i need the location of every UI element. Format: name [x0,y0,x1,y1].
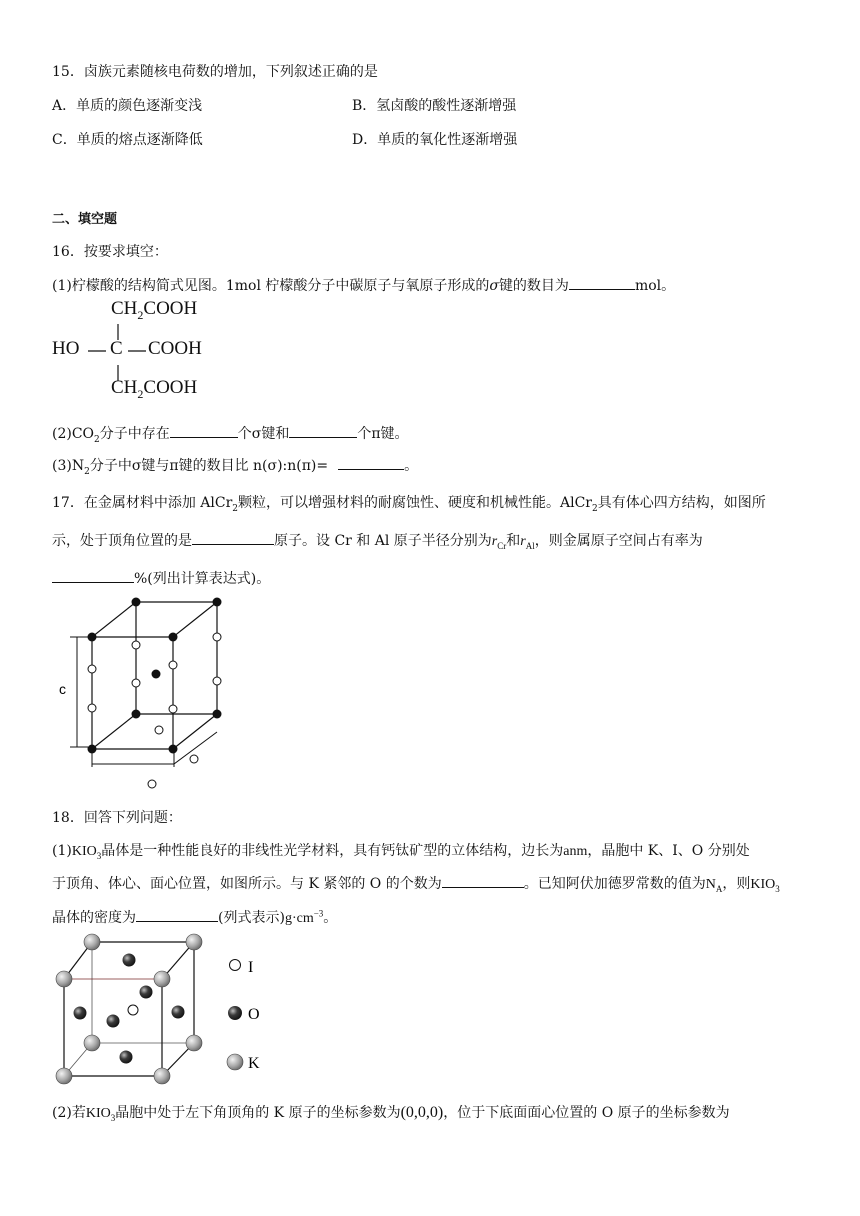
q18-l3-b: (列式表示) [218,910,285,926]
q16-p1-unit: mol。 [634,278,676,294]
q18-l2-kio-sub: 3 [775,883,780,894]
q17-l1-c: 具有体心四方结构，如图所 [597,495,766,511]
q18-l3-a: 晶体的密度为 [52,910,136,926]
struct-c: C [110,338,123,359]
answer-blank[interactable] [569,275,635,290]
q17-l2-c: ，则金属原子空间占有率为 [534,533,703,549]
q17-l1-a: 17．在金属材料中添加 AlCr [52,495,233,511]
q16-stem: 16．按要求填空： [52,244,168,260]
struct-bot-cooh: COOH [143,377,198,398]
q18-stem: 18．回答下列问题： [52,810,182,826]
q17-line1 [52,492,766,514]
q18-l1-a: (1) [52,843,72,859]
q16-p3-c: 。 [404,458,419,474]
struct-top-cooh: COOH [143,298,198,319]
struct-top-sub: 2 [137,307,144,322]
radius-cr-sub: Cr [497,540,507,551]
c-axis-label: c [59,681,66,697]
q18-line1 [52,840,750,861]
q16-p2-c: 个σ键和 [237,426,290,442]
answer-blank[interactable] [52,568,134,583]
sigma-symbol: σ [489,278,499,294]
q17-line2 [52,530,703,551]
q18-l1-sub: 3 [96,850,102,861]
struct-bonds [52,296,222,401]
q16-p3-b: 分子中σ键与π键的数目比 n(σ):n(π)= [89,458,329,474]
answer-blank[interactable] [338,455,404,470]
answer-blank[interactable] [136,907,218,922]
q17-l2-a: 示，处于顶角位置的是 [52,533,192,549]
coordinate-origin: (0,0,0) [400,1104,444,1121]
q18-l2-kio: KIO [750,877,776,892]
struct-bot-ch2: CH [111,377,138,398]
q17-l1-sub: 2 [232,503,238,514]
q16-p1-mid: 键的数目为 [498,278,569,294]
struct-cooh: COOH [148,338,202,359]
citric-acid-structure [52,296,222,401]
q18-l2-b: 。已知阿伏加德罗常数的值为 [523,876,706,892]
q18-l1-anm: anm [563,844,588,859]
legend-o-label: O [248,1006,260,1023]
q18-l1-c: ，晶胞中 K、I、O 分别处 [587,843,750,859]
legend-i-label: I [248,959,254,976]
struct-top-ch2: CH [111,298,138,319]
q15-option-b[interactable]: B．氢卤酸的酸性逐渐增强 [352,98,517,114]
q16-p2-d: 个π键。 [357,426,409,442]
q16-part3 [52,455,418,477]
q17-l1-b: 颗粒，可以增强材料的耐腐蚀性、硬度和机械性能。AlCr [238,495,592,511]
q18-l1-b: 晶体是一种性能良好的非线性光学材料，具有钙钛矿型的立体结构，边长为 [101,843,564,859]
q16-part2 [52,423,409,445]
q17-l2-b: 原子。设 Cr 和 Al 原子半径分别为 [274,533,492,549]
q16-part1 [52,275,675,295]
q18-line2 [52,873,780,894]
q16-p3-sub: 2 [84,466,90,477]
q15-option-d[interactable]: D．单质的氧化性逐渐增强 [352,132,518,148]
q18-p2-b: 晶胞中处于左下角顶角的 K 原子的坐标参数为 [115,1105,401,1121]
q17-l1-sub2: 2 [592,503,598,514]
kio3-unit-cell-figure [52,930,282,1085]
q16-p2-sub: 2 [94,434,100,445]
avogadro-n: N [705,877,716,892]
struct-ho: HO [52,338,80,359]
answer-blank[interactable] [289,423,357,438]
answer-blank[interactable] [192,530,274,545]
avogadro-sub: A [715,883,723,894]
answer-blank[interactable] [442,873,524,888]
legend-k-label: K [248,1055,260,1072]
q15-stem: 15．卤族元素随核电荷数的增加，下列叙述正确的是 [52,64,378,80]
q18-l2-c: ，则 [722,876,751,892]
struct-bot-sub: 2 [137,386,144,401]
q15-option-a[interactable]: A．单质的颜色逐渐变浅 [52,98,203,114]
radius-r-al: r [520,534,526,549]
density-unit-exp: −3 [313,908,324,919]
q18-l3-c: 。 [323,910,338,926]
q16-p3-a: (3)N [52,458,85,474]
q17-line3 [52,568,270,588]
q16-p1-text: (1)柠檬酸的结构简式见图。1mol 柠檬酸分子中碳原子与氧原子形成的 [52,278,490,294]
section-title: 二、填空题 [52,212,118,227]
q18-p2-sub: 3 [110,1112,116,1123]
alcr2-unit-cell-figure [52,592,242,792]
answer-blank[interactable] [170,423,238,438]
q16-p2-b: 分子中存在 [99,426,170,442]
density-unit: g·cm [284,911,314,926]
radius-al-sub: Al [525,540,535,551]
q15-option-c[interactable]: C．单质的熔点逐渐降低 [52,132,203,148]
q17-l2-and: 和 [506,533,521,549]
q18-l2-a: 于顶角、体心、面心位置，如图所示。与 K 紧邻的 O 的个数为 [52,876,442,892]
q18-l1-kio: KIO [71,844,97,859]
q18-p2-kio: KIO [85,1106,111,1121]
q18-part2 [52,1102,730,1123]
q18-line3 [52,907,337,927]
q17-l3-b: %(列出计算表达式)。 [134,571,271,587]
q16-p2-a: (2)CO [52,426,95,442]
q18-p2-a: (2)若 [52,1105,86,1121]
radius-r-cr: r [491,534,498,549]
q18-p2-c: ，位于下底面面心位置的 O 原子的坐标参数为 [443,1105,730,1121]
